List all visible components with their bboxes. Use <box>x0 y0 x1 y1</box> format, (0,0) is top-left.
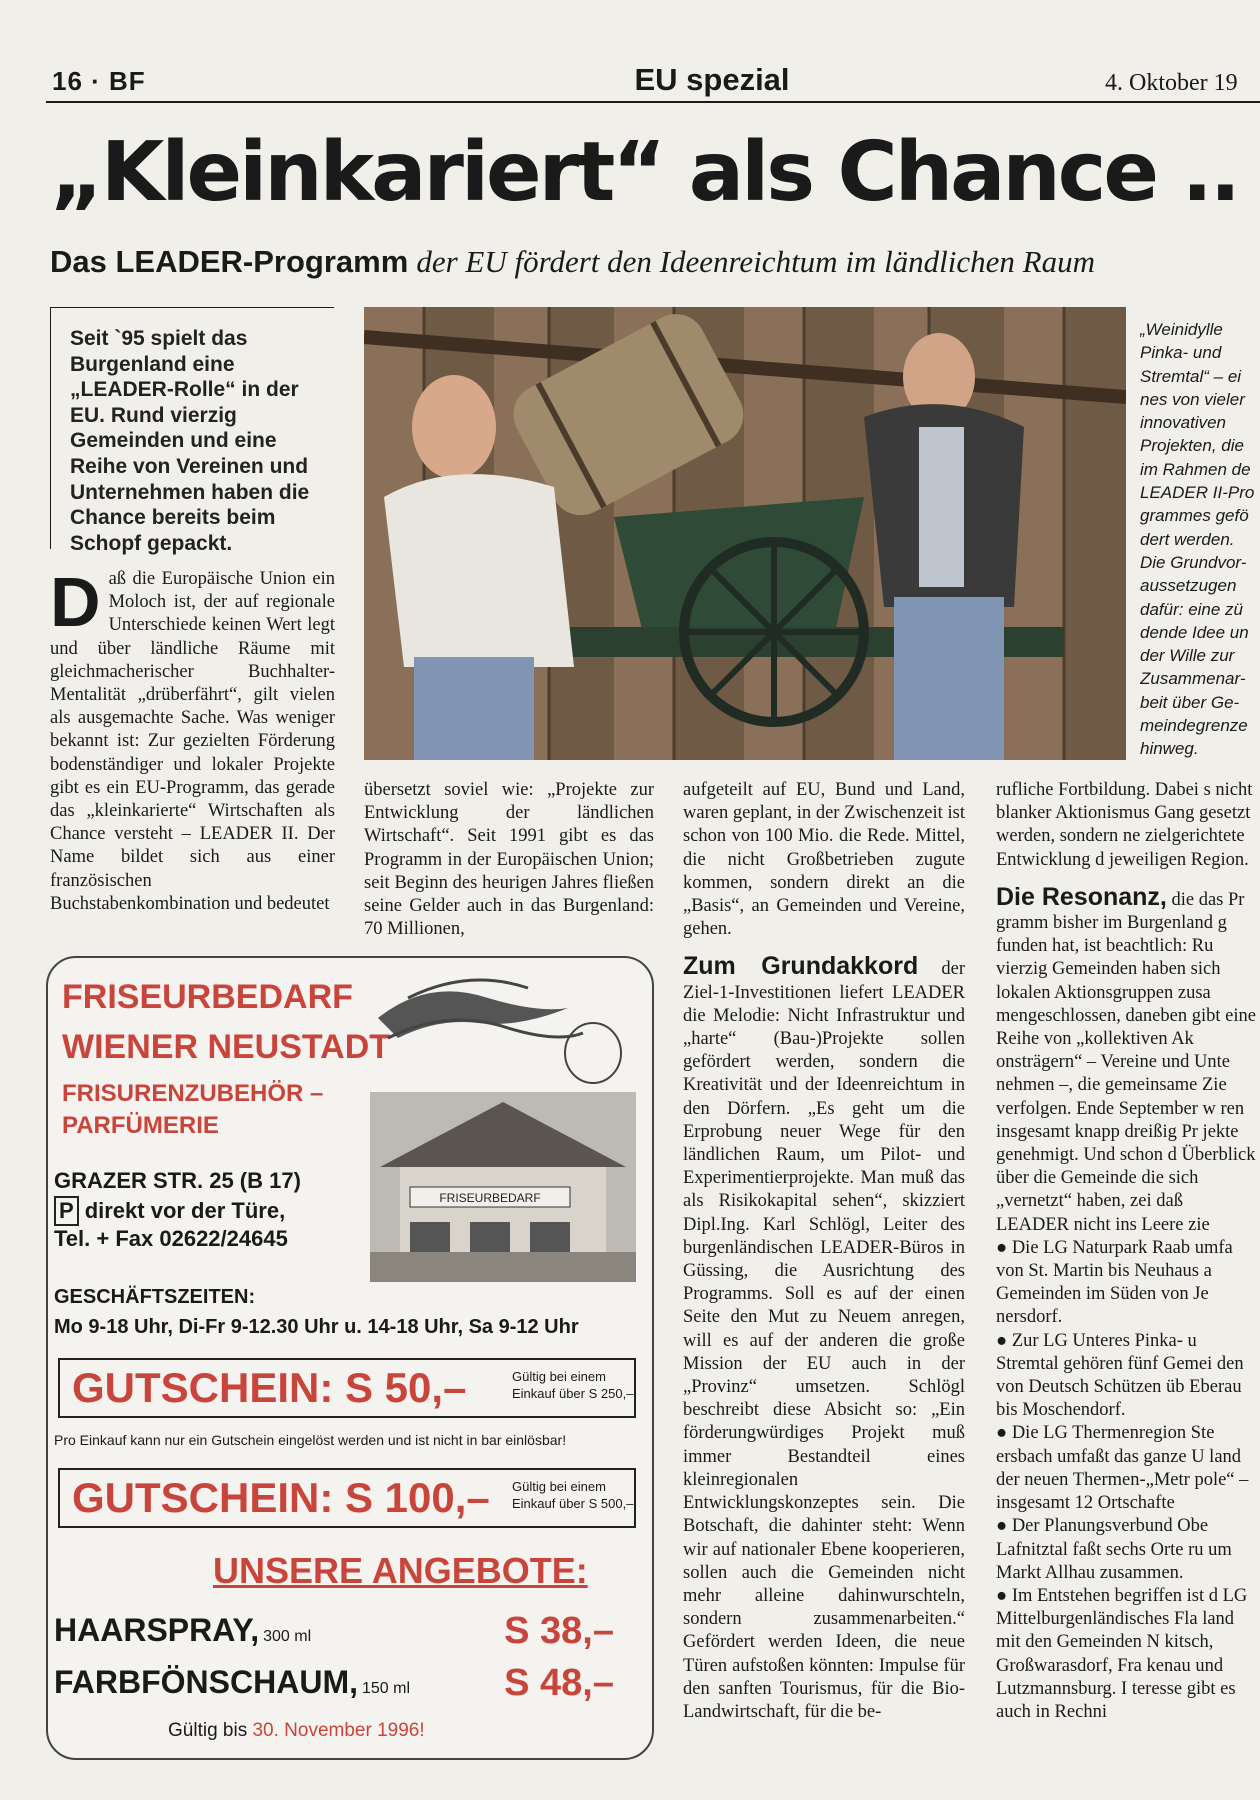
voucher-100-note: Gültig bei einem Einkauf über S 500,– <box>512 1479 634 1511</box>
caption-line: nes von vieler <box>1140 389 1245 409</box>
headline: „Kleinkariert“ als Chance .. <box>50 125 1238 220</box>
offer-row <box>54 1610 614 1652</box>
ad-hours: Mo 9-18 Uhr, Di-Fr 9-12.30 Uhr u. 14-18 Uhr, Sa 9-12 Uhr <box>54 1316 579 1338</box>
caption-line: meindegrenze <box>1140 716 1248 736</box>
subhead-italic: der EU fördert den Ideenreichtum im ländlichen Raum <box>416 244 1095 279</box>
ad-subtitle-1: FRISURENZUBEHÖR – <box>62 1080 324 1107</box>
column-4-intro: rufliche Fortbildung. Dabei s nicht blanker Aktionismus Gang gesetzt werden, sondern ne zielgerichtete Entwicklung d jeweiligen Region. <box>996 780 1253 870</box>
caption-line: aussetzugen <box>1140 576 1237 596</box>
subheadline <box>50 244 1095 280</box>
offer-price: S 38,– <box>504 1610 614 1652</box>
ad-phone: Tel. + Fax 02622/24645 <box>54 1226 288 1251</box>
column-3-text: der Ziel-1-Investitionen liefert LEADER die Melodie: Nicht Infrastruktur und „harte“ (Bau-)Projekte sollen gefördert werden, sondern die Kreativität und der Ideenreichtum in den Dörfern. „Es geht um die Erprobung neuer Wege für den ländlichen Raum, um Pilot- und Experimentierprojekte. Man muß das als Risikokapital sehen“, skizziert Dipl.Ing. Karl Schlögl, Leiter des burgenländischen LEADER-Büros in Güssing, die Ausrichtung des Programms. Soll es auf der einen Seite den Mut zu Neuem anregen, will es auf der anderen die große Mission der EU auch in der „Provinz“ umsetzen. Schlögl beschreibt diese Absicht so: „Ein förderungwürdiges Projekt muß immer Bestandteil eines kleinregionalen Entwicklungskonzeptes sein. Die Botschaft, die dahinter steht: Wenn wir auf nationaler Ebene kooperieren, sollen auch die Gemeinden nicht mehr alleine dahinwurschteln, sondern zusammenarbeiten.“ Gefördert werden Ideen, die neue Türen aufstoßen könnten: Impulse für den sanften Tourismus, für die Bio-Landwirtschaft, für die be- <box>683 959 965 1722</box>
wine-press-photo <box>364 307 1126 760</box>
header-rule <box>46 101 1260 103</box>
page-number: 16 · BF <box>52 66 146 96</box>
caption-line: beit über Ge- <box>1140 692 1240 712</box>
article-column-4 <box>996 779 1260 1759</box>
offer-size: 300 ml <box>263 1628 312 1645</box>
caption-line: dert werden. <box>1140 529 1235 549</box>
bullet-item: ● Im Entstehen begriffen ist d LG Mittelburgenländisches Fla land mit den Gemeinden N kitsch, Großwarasdorf, Fra kenau und Lutzmannsburg. I teresse gibt es auch in Rechni <box>996 1585 1248 1722</box>
caption-line: Projekten, die <box>1140 436 1244 456</box>
article-column-1 <box>50 568 335 943</box>
ad-subtitle-2: PARFÜMERIE <box>62 1112 219 1139</box>
ad-hours-label: GESCHÄFTSZEITEN: <box>54 1286 256 1308</box>
column-2-text: übersetzt soviel wie: „Projekte zur Entwicklung der ländlichen Wirtschaft“. Seit 1991 gibt es das Programm in der Europäischen Union; seit Beginn des heurigen Jahres fließen seine Gelder auch in das Burgenland: 70 Millionen, <box>364 780 654 940</box>
caption-line: Stremtal“ – ei <box>1140 366 1242 386</box>
article-photo <box>364 307 1126 760</box>
voucher-100-label: GUTSCHEIN: S 100,– <box>72 1474 490 1521</box>
caption-line: LEADER II-Pro <box>1140 483 1255 503</box>
article-column-3 <box>683 779 965 1759</box>
store-photo <box>370 1092 636 1282</box>
subhead-bold: Das LEADER-Programm <box>50 244 409 279</box>
offer-name: HAARSPRAY, <box>54 1612 260 1648</box>
ad-parking: P direkt vor der Türe, <box>54 1196 285 1226</box>
bullet-item: ● Der Planungsverbund Obe Lafnitztal faßt sechs Orte ru um Markt Allhau zusammen. <box>996 1516 1232 1583</box>
caption-line: innovativen <box>1140 413 1227 433</box>
teaser-text: Seit `95 spielt das Burgenland eine „LEADER-Rolle“ in der EU. Rund vierzig Gemeinden und eine Reihe von Vereinen und Unternehmen haben die Chance bereits beim Schopf gepackt. <box>70 327 310 555</box>
caption-line: hinweg. <box>1140 739 1199 759</box>
subheading-grundakkord: Zum Grundakkord <box>683 952 919 981</box>
caption-line: Die Grundvor- <box>1140 552 1247 572</box>
column-3-intro: aufgeteilt auf EU, Bund und Land, waren geplant, in der Zwischenzeit ist schon von 100 Mio. die Rede. Mittel, die nicht Großbetrieben zugute kommen, sondern direkt an die „Basis“, an Gemeinden und Vereine, gehen. <box>683 780 965 940</box>
caption-line: dafür: eine zü <box>1140 599 1244 619</box>
offer-price: S 48,– <box>504 1662 614 1704</box>
teaser-top-rule <box>50 307 334 308</box>
offers-heading: UNSERE ANGEBOTE: <box>213 1550 588 1591</box>
section-title: EU spezial <box>634 62 790 97</box>
caption-line: „Weinidylle <box>1140 320 1223 339</box>
bullet-item: ● Die LG Naturpark Raab umfa von St. Martin bis Neuhaus a Gemeinden im Süden von Je nersdorf. <box>996 1237 1233 1328</box>
parking-icon: P <box>54 1196 79 1226</box>
photo-caption <box>1140 318 1260 761</box>
drop-cap: D <box>50 568 101 641</box>
voucher-50-note: Gültig bei einem Einkauf über S 250,– <box>512 1369 634 1401</box>
teaser-side-rule <box>50 307 51 549</box>
voucher-100 <box>58 1468 636 1528</box>
caption-line: grammes gefö <box>1140 506 1249 526</box>
caption-line: im Rahmen de <box>1140 459 1251 479</box>
voucher-rule: Pro Einkauf kann nur ein Gutschein eingelöst werden und ist nicht in bar einlösbar! <box>54 1432 567 1448</box>
page-header <box>52 62 1260 102</box>
issue-date: 4. Oktober 19 <box>1105 70 1238 96</box>
article-column-2 <box>364 779 654 945</box>
offer-row <box>54 1662 614 1704</box>
voucher-50 <box>58 1358 636 1418</box>
ad-address: GRAZER STR. 25 (B 17) <box>54 1168 301 1193</box>
caption-line: der Wille zur <box>1140 646 1235 666</box>
column-4-text: die das Pr gramm bisher im Burgenland g funden hat, ist beachtlich: Ru vierzig Gemeinden haben sich lokalen Aktionsgruppen zusa mengeschlossen, daneben gibt eine Reihe von „kollektiven Ak onsträgern“ – Vereine und Unte nehmen –, die gemeinsame Zie verfolgen. Ende September w ren insgesamt knapp dreißig Pr jekte genehmigt. Und schon d Überblick über die Gemeinde die sich „vernetzt“ haben, zei daß LEADER nicht ins Leere zie <box>996 889 1256 1235</box>
column-1-text: aß die Europäische Union ein Moloch ist, der auf regionale Unterschiede keinen Wert legt und über ländliche Räume mit gleichmacherischer Buchhalter-Mentalität „drüberfährt“, gilt vielen als ausgemachte Sache. Was weniger bekannt ist: Zur gezielten Förderung bodenständiger und lokaler Projekte gibt es ein EU-Programm, das gerade das „kleinkarierte“ Wirtschaften als Chance versteht – LEADER II. Der Name bildet sich aus einer französischen Buchstabenkombination und bedeutet <box>50 569 335 914</box>
voucher-50-label: GUTSCHEIN: S 50,– <box>72 1364 467 1411</box>
hair-logo-icon <box>368 968 638 1088</box>
subheading-resonanz: Die Resonanz, <box>996 882 1167 911</box>
ad-title-1: FRISEURBEDARF <box>62 978 353 1016</box>
caption-line: Pinka- und <box>1140 343 1222 363</box>
ad-title-2: WIENER NEUSTADT <box>62 1028 391 1066</box>
advertisement <box>46 956 654 1760</box>
offer-size: 150 ml <box>361 1680 411 1697</box>
ad-validity: Gültig bis 30. November 1996! <box>168 1720 425 1741</box>
caption-line: dende Idee un <box>1140 622 1249 642</box>
offer-name: FARBFÖNSCHAUM, <box>54 1664 358 1700</box>
store-sign: FRISEURBEDARF <box>439 1191 541 1205</box>
bullet-item: ● Die LG Thermenregion Ste ersbach umfaßt das ganze U land der neuen Thermen-„Metr pole“ – insgesamt 12 Ortschafte <box>996 1423 1249 1514</box>
bullet-item: ● Zur LG Unteres Pinka- u Stremtal gehören fünf Gemei den von Deutsch Schützen üb Eberau bis Moschendorf. <box>996 1330 1244 1421</box>
caption-line: Zusammenar- <box>1140 669 1246 689</box>
